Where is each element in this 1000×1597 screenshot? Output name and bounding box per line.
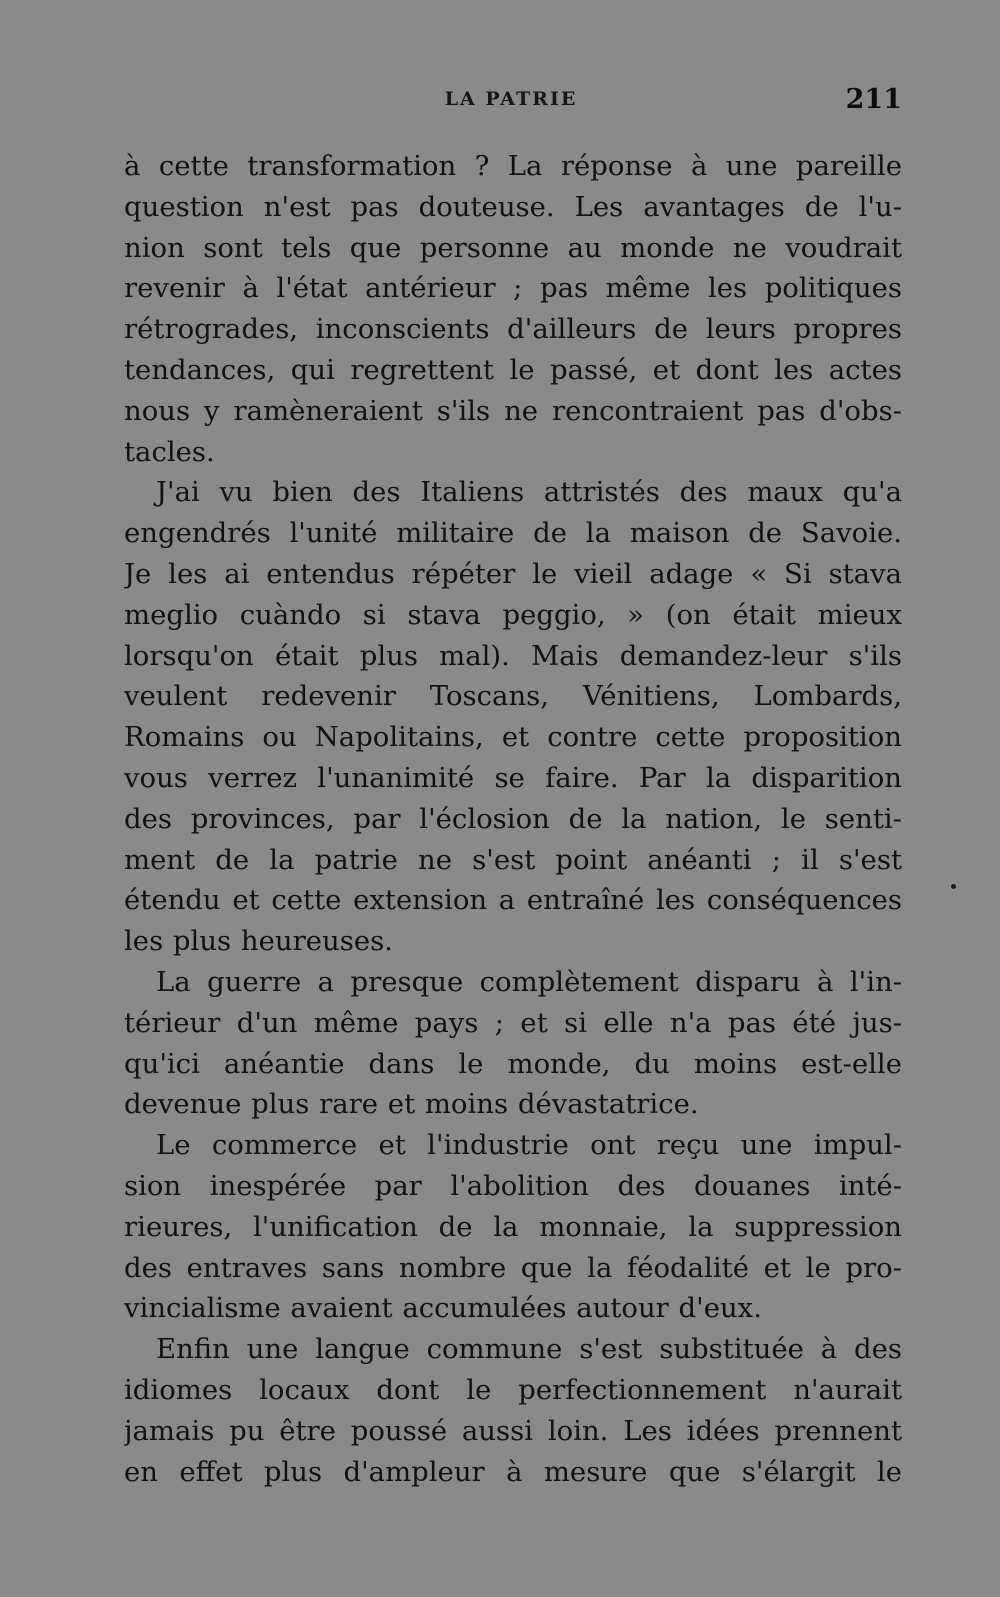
text-line: des provinces, par l'éclosion de la nation, le senti- bbox=[124, 802, 902, 835]
text-line: les plus heureuses. bbox=[124, 925, 393, 958]
text-line: question n'est pas douteuse. Les avantages de l'u- bbox=[124, 190, 902, 223]
text-line: engendrés l'unité militaire de la maison de Savoie. bbox=[124, 517, 902, 550]
text-line: La guerre a presque complètement disparu à l'in- bbox=[156, 965, 902, 998]
text-line: tacles. bbox=[124, 435, 215, 468]
text-line: meglio cuàndo si stava peggio, » (on était mieux bbox=[124, 598, 902, 631]
text-line: rétrogrades, inconscients d'ailleurs de leurs propres bbox=[124, 313, 902, 346]
text-line: étendu et cette extension a entraîné les conséquences bbox=[124, 884, 902, 917]
text-line: à cette transformation ? La réponse à une pareille bbox=[124, 150, 902, 182]
ink-speck bbox=[951, 884, 956, 889]
text-line: nion sont tels que personne au monde ne voudrait bbox=[124, 231, 902, 264]
text-line: Enfin une langue commune s'est substituée à des bbox=[156, 1333, 902, 1366]
body-text bbox=[124, 146, 902, 1492]
text-line: en effet plus d'ampleur à mesure que s'élargit le bbox=[124, 1455, 902, 1488]
text-line: vous verrez l'unanimité se faire. Par la disparition bbox=[124, 761, 902, 794]
page-header bbox=[120, 84, 902, 128]
text-line: idiomes locaux dont le perfectionnement n'aurait bbox=[124, 1373, 902, 1406]
text-line: J'ai vu bien des Italiens attristés des maux qu'a bbox=[156, 476, 902, 509]
text-line: Je les ai entendus répéter le vieil adage « Si stava bbox=[124, 557, 902, 590]
text-line: Romains ou Napolitains, et contre cette proposition bbox=[124, 721, 902, 754]
text-line: vincialisme avaient accumulées autour d'eux. bbox=[124, 1292, 762, 1325]
text-line: jamais pu être poussé aussi loin. Les idées prennent bbox=[124, 1414, 902, 1447]
text-line: des entraves sans nombre que la féodalité et le pro- bbox=[124, 1251, 902, 1284]
text-line: ment de la patrie ne s'est point anéanti ; il s'est bbox=[124, 843, 902, 876]
text-line: qu'ici anéantie dans le monde, du moins est-elle bbox=[124, 1047, 902, 1080]
running-title: LA PATRIE bbox=[444, 88, 578, 110]
text-line: revenir à l'état antérieur ; pas même les politiques bbox=[124, 272, 902, 305]
text-line: rieures, l'unification de la monnaie, la suppression bbox=[124, 1210, 902, 1243]
text-line: nous y ramèneraient s'ils ne rencontraient pas d'obs- bbox=[124, 394, 902, 427]
text-line: veulent redevenir Toscans, Vénitiens, Lombards, bbox=[124, 680, 902, 713]
text-line: sion inespérée par l'abolition des douanes inté- bbox=[124, 1169, 902, 1202]
text-line: devenue plus rare et moins dévastatrice. bbox=[124, 1088, 699, 1121]
text-line: Le commerce et l'industrie ont reçu une impul- bbox=[156, 1129, 902, 1162]
text-line: lorsqu'on était plus mal). Mais demandez-leur s'ils bbox=[124, 639, 902, 672]
text-line: tendances, qui regrettent le passé, et dont les actes bbox=[124, 353, 902, 386]
text-line: térieur d'un même pays ; et si elle n'a pas été jus- bbox=[124, 1006, 902, 1039]
page-number: 211 bbox=[845, 84, 902, 115]
